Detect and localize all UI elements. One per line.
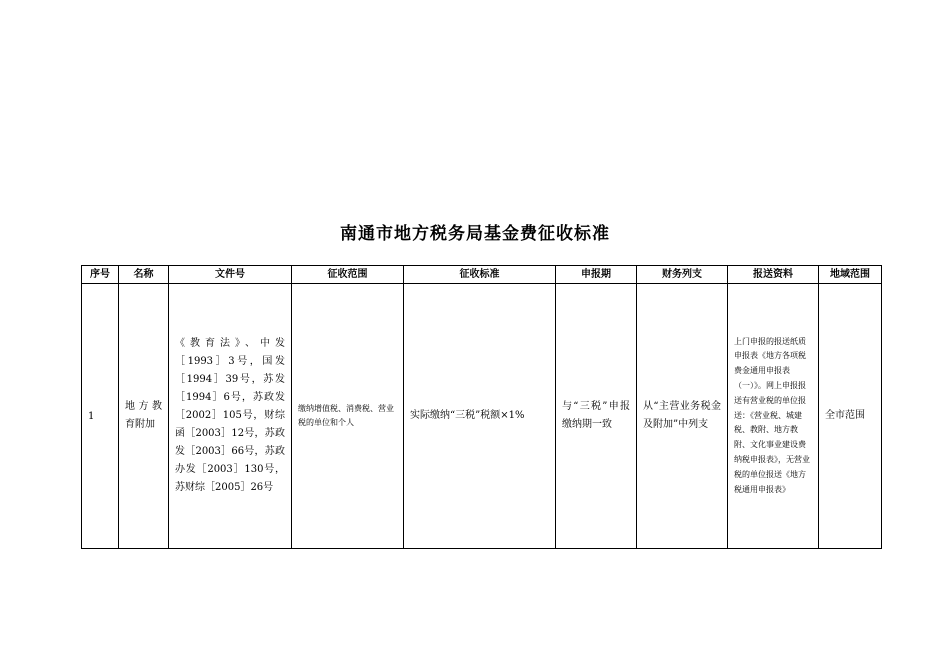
header-period: 申报期 xyxy=(556,266,637,284)
header-region: 地域范围 xyxy=(819,266,882,284)
header-file-no: 文件号 xyxy=(169,266,292,284)
header-scope: 征收范围 xyxy=(292,266,404,284)
fee-standard-table xyxy=(81,265,882,549)
cell-period: 与“三税”申报缴纳期一致 xyxy=(556,284,637,549)
header-index: 序号 xyxy=(82,266,119,284)
cell-index: 1 xyxy=(82,284,119,549)
header-accounting: 财务列支 xyxy=(637,266,728,284)
cell-region: 全市范围 xyxy=(819,284,882,549)
cell-accounting: 从“主营业务税金及附加”中列支 xyxy=(637,284,728,549)
header-materials: 报送资料 xyxy=(728,266,819,284)
cell-name: 地方教育附加 xyxy=(119,284,169,549)
cell-file-no: 《教育法》、中发［1993］3号，国发［1994］39号，苏发［1994］6号，苏政发［2002］105号，财综函［2003］12号，苏政发［2003］66号，苏政办发［2003］130号，苏财综［2005］26号 xyxy=(169,284,292,549)
header-name: 名称 xyxy=(119,266,169,284)
cell-scope: 缴纳增值税、消费税、营业税的单位和个人 xyxy=(292,284,404,549)
table-header-row xyxy=(82,266,882,284)
table-row xyxy=(82,284,882,549)
page-title: 南通市地方税务局基金费征收标准 xyxy=(340,224,610,244)
header-standard: 征收标准 xyxy=(404,266,556,284)
cell-materials: 上门申报的报送纸质申报表《地方各项税费金通用申报表（一）》。网上申报报送有营业税的单位报送：《营业税、城建税、教附、地方教附、文化事业建设费纳税申报表》，无营业税的单位报送《地方税通用申报表》 xyxy=(728,284,819,549)
cell-standard: 实际缴纳“三税”税额×1% xyxy=(404,284,556,549)
